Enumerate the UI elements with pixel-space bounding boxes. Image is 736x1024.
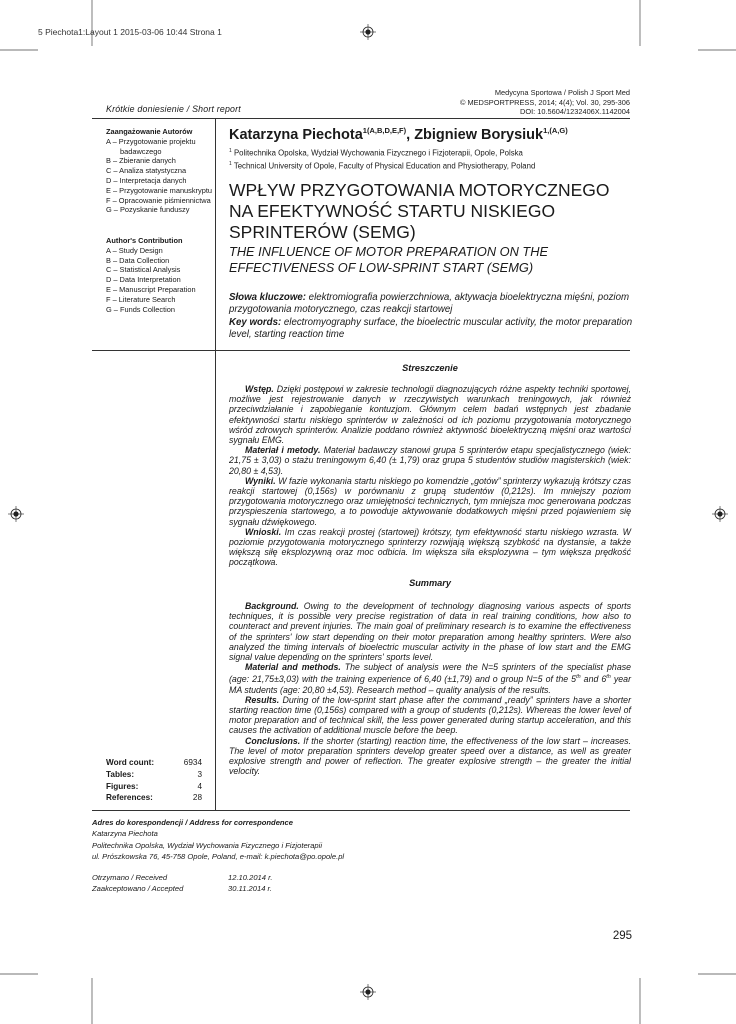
list-item: D – Data Interpretation (106, 275, 181, 285)
accepted-label: Zaakceptowano / Accepted (92, 884, 184, 894)
paragraph-label: Wstęp. (245, 384, 274, 394)
registration-mark-icon (360, 24, 376, 40)
contribution-pl (106, 127, 214, 215)
count-value: 28 (192, 793, 202, 803)
list-item: F – Literature Search (106, 294, 176, 304)
count-row (106, 792, 202, 804)
printer-slug: 5 Piechota1:Layout 1 2015-03-06 10:44 Strona 1 (38, 27, 222, 37)
correspondence-address: ul. Prószkowska 76, 45-758 Opole, Poland, e-mail: k.piechota@po.opole.pl (92, 851, 345, 861)
keywords-pl-label: Słowa kluczowe: (229, 292, 306, 303)
list-item: A – Przygotowanie projektu (106, 136, 196, 146)
paragraph-text: and 6 (580, 674, 607, 685)
count-label: Tables: (106, 769, 135, 779)
streszczenie-body (229, 384, 631, 568)
submission-dates (92, 872, 272, 895)
paragraph-label: Wyniki. (245, 475, 276, 486)
count-row (106, 781, 202, 793)
title-line: THE INFLUENCE OF MOTOR PREPARATION ON THE (229, 244, 549, 259)
abstract-paragraph (229, 527, 631, 568)
affiliation-sup: 1 (229, 161, 232, 168)
paragraph-label: Conclusions. (245, 735, 301, 746)
page-number: 295 (612, 930, 632, 942)
registration-mark-icon (8, 506, 24, 522)
paragraph-label: Wnioski. (245, 526, 282, 537)
summary-heading: Summary (409, 578, 451, 588)
abstract-paragraph (229, 384, 631, 445)
count-row (106, 757, 202, 769)
correspondence-name: Katarzyna Piechota (92, 829, 158, 839)
streszczenie-heading: Streszczenie (402, 363, 458, 373)
summary-body (229, 601, 631, 776)
paragraph-text: Im czas reakcji prostej (startowej) krótszy, tym efektywność startu niskiego wzrasta. W poziomie przygotowania motorycznego sprinterzy rozwijają większą szybkość na dystansie, a także większą siłę eksplozywną oraz moc odbicia. Im większa siła eksplozywna – tym większa prędkość początkowa. (229, 526, 631, 568)
accepted-date: 30.11.2014 r. (228, 884, 272, 894)
contribution-pl-heading: Zaangażowanie Autorów (106, 127, 193, 136)
abstract-divider (215, 350, 216, 810)
registration-mark-icon (360, 984, 376, 1000)
journal-copyright: © MEDSPORTPRESS, 2014; 4(4); Vol. 30, 295-306 (459, 97, 630, 107)
author-name: Zbigniew Borysiuk (414, 126, 544, 143)
article-counts (106, 757, 202, 804)
paragraph-text: year MA students (age: 20,80 ±4,53). Research method – quality analysis of the results. (229, 674, 632, 695)
title-english (229, 244, 639, 275)
author-separator: , (406, 126, 415, 143)
paragraph-label: Background. (245, 601, 299, 611)
received-date: 12.10.2014 r. (228, 873, 273, 882)
abstract-paragraph (229, 445, 631, 476)
list-item: G – Pozyskanie funduszy (106, 205, 190, 215)
correspondence-heading: Adres do korespondencji / Address for correspondence (92, 818, 294, 827)
correspondence-institution: Politechnika Opolska, Wydział Wychowania Fizycznego i Fizjoterapii (92, 840, 323, 850)
footer-rule (92, 810, 630, 811)
author-contribution-sup: 1,(A,G) (543, 126, 568, 135)
paragraph-text: The subject of analysis were the N=5 sprinters of the specialist phase (age: 21,75±3,03) with the training experience of 6,40 (±1,79) and o group N=5 of the 5 (229, 662, 631, 685)
author-name: Katarzyna Piechota (229, 126, 363, 143)
paragraph-label: Materiał i metody. (245, 445, 321, 456)
ordinal-sup: th (606, 674, 611, 681)
title-line: SPRINTERÓW (SEMG) (229, 222, 416, 242)
count-value: 6934 (183, 758, 202, 767)
abstract-paragraph (229, 662, 631, 695)
section-label: Krótkie doniesienie / Short report (106, 104, 241, 114)
paragraph-text: If the shorter (starting) reaction time, the effectiveness of the low start – increases. The level of motor preparation sprinters develop greater speed over a distance, as well as greater explosive strength and power of reflection. The greater explosive strength – the greater the initial velocity. (229, 735, 631, 777)
journal-name: Medycyna Sportowa / Polish J Sport Med (494, 88, 630, 97)
abstract-paragraph (229, 736, 631, 777)
list-item: D – Interpretacja danych (106, 175, 187, 185)
list-item: G – Funds Collection (106, 304, 176, 314)
paragraph-text: Owing to the development of technology diagnosing various aspects of sports techniques, it is possible very precise registration of data in real training conditions, how also to counteract and prevent injuries. The main goal of preliminary research is to examine the effectiveness of the sprinters' low start depending on their motor preparation among healthy sprinters. Were also analyzed the timing intervals of bioelectric muscular activity in the phase of low start and the EMG signal value depending on the sprinters' sports level. (229, 601, 631, 663)
journal-info (460, 88, 630, 117)
affiliation-sup: 1 (229, 148, 232, 154)
contribution-en-heading: Author's Contribution (106, 236, 183, 245)
list-item: B – Zbieranie danych (106, 156, 176, 166)
header-rule (92, 118, 630, 119)
keywords-en-label: Key words: (229, 316, 282, 328)
affiliations (229, 146, 535, 172)
list-item: A – Study Design (106, 245, 163, 255)
registration-mark-icon (712, 506, 728, 522)
count-value: 3 (197, 769, 202, 779)
list-item: E – Manuscript Preparation (106, 284, 196, 294)
authors (229, 126, 568, 143)
title-line: EFFECTIVENESS OF LOW-SPRINT START (SEMG) (229, 259, 534, 275)
correspondence (92, 817, 512, 862)
title-polish (229, 180, 639, 243)
count-label: References: (106, 793, 153, 803)
abstract-paragraph (229, 601, 631, 662)
paragraph-text: During of the low-sprint start phase after the command „ready” sprinters have a shorter starting reaction time (0,156s) compared with a group of students (0,212s). Whereas the lower level of motor preparation and of technical skill, the less power generated during startup acceleration, and this causes the activation of additional muscle before the beep. (229, 694, 631, 736)
paragraph-text: Materiał badawczy stanowi grupa 5 sprinterów etapu specjalistycznego (wiek: 21,75 ± 3,03) o stażu treningowym 6,40 (± 1,79) oraz grupa 5 studentów studiów magisterskich (wiek: 20,80 ± 4,53). (229, 445, 631, 476)
keywords-rule (92, 350, 630, 351)
paragraph-label: Results. (245, 694, 280, 705)
count-row (106, 769, 202, 781)
journal-doi: DOI: 10.5604/1232406X.1142004 (520, 107, 630, 116)
affiliation-en: Technical University of Opole, Faculty of Physical Education and Physiotherapy, Poland (233, 161, 536, 171)
affiliation-pl: Politechnika Opolska, Wydział Wychowania Fizycznego i Fizjoterapii, Opole, Polska (233, 148, 523, 158)
list-item: E – Przygotowanie manuskryptu (106, 185, 212, 195)
list-item: B – Data Collection (106, 255, 170, 265)
author-contribution-sup: 1(A,B,D,E,F) (362, 126, 407, 135)
sidebar-divider (215, 118, 216, 350)
received-label: Otrzymano / Received (92, 873, 168, 882)
title-line: NA EFEKTYWNOŚĆ STARTU NISKIEGO (229, 201, 556, 221)
list-item: C – Statistical Analysis (106, 265, 181, 275)
count-label: Word count: (106, 758, 155, 767)
title-line: WPŁYW PRZYGOTOWANIA MOTORYCZNEGO (229, 180, 610, 200)
abstract-paragraph (229, 476, 631, 527)
ordinal-sup: th (576, 674, 581, 681)
paragraph-text: W fazie wykonania startu niskiego po komendzie „gotów” sprinterzy wykazują krótszy czas reakcji startowej (0,156s) w porównaniu z grupą studentów (0,212s). Im mniejszy poziom przygotowania motorycznego oraz umiejętności technicznych, tym mniejsza moc generowana podczas przyspieszenia startowego, a to powoduje aktywowanie dodatkowych mięśni przed pojawieniem się sygnału dźwiękowego. (229, 475, 631, 527)
abstract-paragraph (229, 695, 631, 736)
keywords-en-text: electromyography surface, the bioelectric muscular activity, the motor preparation level, starting reaction time (229, 316, 633, 341)
contribution-en (106, 236, 214, 314)
paragraph-text: Dzięki postępowi w zakresie technologii diagnozujących różne aspekty techniki sportowej, możliwe jest rejestrowanie danych w rzeczywistych warunkach treningowych, jak również przeciwdziałanie i zapobieganie kontuzjom. Głównym celem badań wstępnych jest zbadanie efektywności startu niskiego sprinterów w zależności od ich poziomu przygotowania motorycznego wśród zdrowych sprinterów. Analizie poddano również aktywność bioelektryczną mięśni oraz wartości sygnału EMG. (229, 384, 631, 446)
count-value: 4 (197, 781, 202, 791)
count-label: Figures: (106, 781, 139, 791)
keywords-pl-text: elektromiografia powierzchniowa, aktywacja bioelektryczna mięśni, poziom przygotowania motorycznego, czas reakcji startowej (229, 292, 630, 316)
list-item: C – Analiza statystyczna (106, 166, 187, 176)
list-item: F – Opracowanie piśmiennictwa (106, 195, 211, 205)
paragraph-label: Material and methods. (245, 662, 341, 673)
list-item: badawczego (120, 146, 162, 156)
keywords (229, 292, 639, 342)
